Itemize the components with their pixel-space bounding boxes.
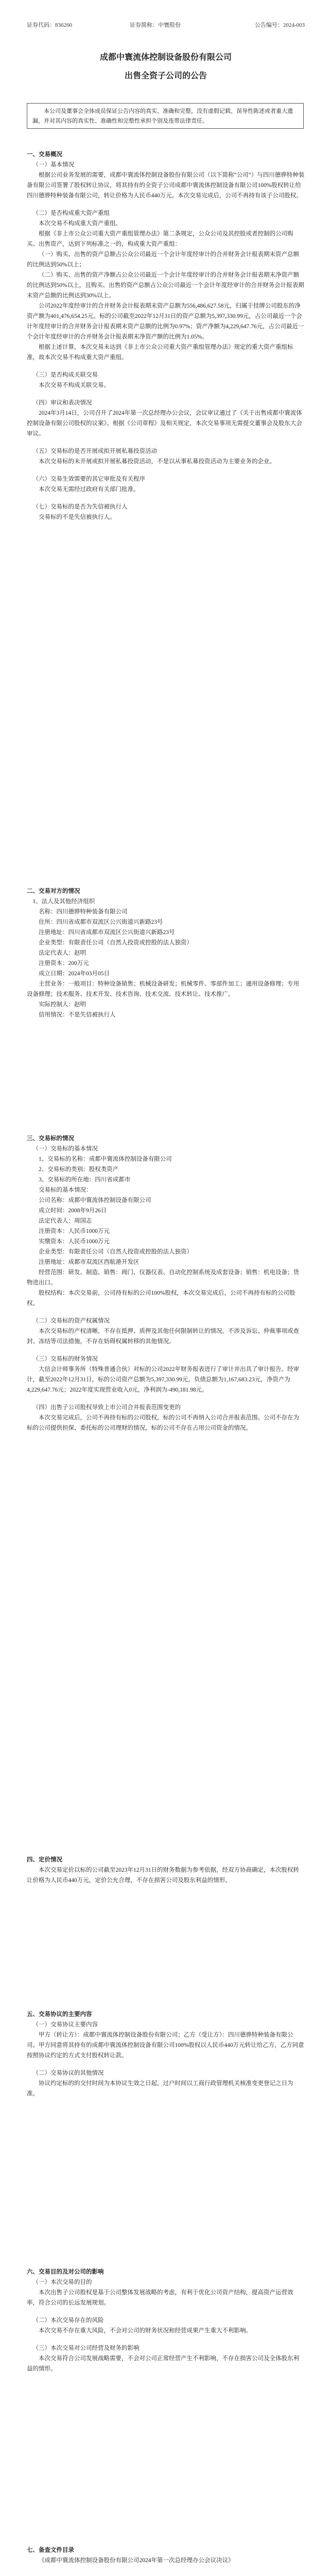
- counterparty-capital: 注册资本：200万元: [39, 960, 89, 967]
- private-fund-paragraph: 本次交易标的未开展或拟开展私募投资活动，不是以从事私募投资活动为主要业务的企业。: [39, 459, 275, 465]
- dishonest-paragraph: 交易标的不是失信被执行人。: [39, 514, 116, 520]
- section-6: [27, 2267, 305, 2374]
- section-4: [27, 1855, 305, 1886]
- target-location: 3、交易标的所在地：四川省成都市: [39, 1177, 131, 1183]
- risk-heading: （二）本次交易存在的风险: [32, 2317, 104, 2324]
- header-line: [27, 21, 305, 31]
- counterparty-main-business: 主营业务：一般项目：特种设备销售；机械设备研发；机械零件、零部件加工；通用设备修理；专用设备修理；技术服务、技术开发、技术咨询、技术交流、技术转让、技术推广。: [27, 981, 299, 997]
- target-basic-heading: （一）交易标的基本情况: [32, 1146, 98, 1152]
- review-heading: （四）审议和表决情况: [32, 400, 92, 406]
- counterparty-legal-rep: 法定代表人：赵明: [39, 950, 86, 956]
- section-3: [27, 1133, 305, 1433]
- purpose-paragraph: 本次出售子公司股权是基于公司整体发展战略的考虑，有利于优化公司资产结构，提高资产运营效率，符合公司的长远发展规划。: [27, 2290, 293, 2306]
- related-party-paragraph: 本次交易不构成关联交易。: [39, 382, 110, 388]
- section-1-heading: 一、交易概况: [27, 151, 62, 158]
- related-party-heading: （三）是否构成关联交易: [32, 372, 98, 378]
- target-detail-item: 注册资本：人民币1000万元: [39, 1228, 110, 1234]
- equity-structure: 股权结构：本次交易前，公司持有标的公司100%股权，本次交易完成后，公司不再持有标的公司股权。: [27, 1290, 296, 1307]
- target-category: 2、交易标的类别：股权类资产: [39, 1166, 119, 1173]
- section-5: [27, 2009, 305, 2099]
- impact-paragraph: 本次交易符合公司发展战略需要，不会对公司正常经营产生不利影响，不存在损害公司及全体股东利益的情形。: [27, 2355, 299, 2372]
- pricing-paragraph: 本次交易定价以标的公司截至2023年12月31日的财务数据为参考依据，经双方协商确定，本次股权转让价格为人民币440万元，定价公允合理，不存在损害公司及股东利益的情形。: [27, 1867, 299, 1884]
- agreement-other-heading: （二）交易协议的其他情况: [32, 2070, 104, 2076]
- target-name: 1、交易标的名称：成都中寰流体控制设备有限公司: [39, 1156, 172, 1162]
- target-detail-item: 注册地址：成都市双流区西航港开发区: [39, 1259, 140, 1265]
- company-title: 成都中寰流体控制设备股份有限公司: [99, 53, 232, 62]
- stock-abbr: 证券简称：中寰股份: [130, 22, 181, 28]
- section-6-heading: 六、交易目的及对公司的影响: [27, 2269, 104, 2275]
- agreement-main-paragraph: 甲方（转让方）：成都中寰流体控制设备股份有限公司；乙方（受让方）：四川德骅特种装备有限公司。甲方同意将其持有的成都中寰流体控制设备有限公司100%股权以人民币440万元转让给乙方，乙方同意按照协议约定的方式支付股权转让款。: [27, 2032, 304, 2059]
- reference-document: 《成都中寰流体控制设备股份有限公司2024年第一次总经理办公会议决议》: [39, 2557, 234, 2564]
- agreement-other-paragraph: 协议约定标的的交付时间为本协议生效之日起，过户时间以工商行政管理机关核准变更登记之日为准。: [27, 2080, 293, 2097]
- consolidation-paragraph: 本次交易完成后，公司不再持有标的公司股权，标的公司不再纳入公司合并报表范围。公司不存在为标的公司提供担保、委托标的公司理财的情况，标的公司不存在占用公司资金的情况。: [27, 1415, 299, 1431]
- counterparty-est-date: 成立日期：2024年03月05日: [39, 971, 110, 977]
- notice-title: 出售全资子公司的公告: [124, 72, 207, 80]
- review-paragraph: 2024年3月14日，公司召开了2024年第一次总经理办公会议，会议审议通过了《关于出售成都中寰流体控制设备有限公司股权的议案》。根据《公司章程》及相关规定，本次交易事项无需提交董事会及股东大会审议。: [27, 410, 302, 437]
- major-restructure-p1: 本次交易不构成重大资产重组。: [39, 221, 121, 227]
- target-detail-item: 法定代表人：周国志: [39, 1218, 92, 1224]
- major-restructure-p2: 根据《非上市公众公司重大资产重组管理办法》第二条规定，公众公司及其控股或者控制的公司购买、出售资产，达到下列标准之一的，构成重大资产重组：: [27, 231, 293, 247]
- responsibility-statement: 本公司及董事会全体成员保证公告内容的真实、准确和完整，没有虚假记载、误导性陈述或者重大遗漏，并对其内容的真实性、准确性和完整性承担个别及连带法律责任。: [27, 103, 304, 129]
- counterparty-name: 名称：四川德骅特种装备有限公司: [39, 909, 128, 915]
- counterparty-credit: 信用情况：不是失信被执行人: [39, 1012, 116, 1018]
- consolidation-heading: （四）出售子公司股权导致上市公司合并报表范围变更的: [32, 1404, 181, 1411]
- major-restructure-heading: （二）是否构成重大资产重组: [32, 210, 110, 216]
- section-3-heading: 三、交易标的情况: [27, 1136, 74, 1142]
- dishonest-heading: （七）交易标的是否为失信被执行人: [32, 504, 128, 510]
- counterparty-address: 住所：四川省成都市双流区公兴街道兴新路23号: [39, 919, 163, 925]
- section-7: [27, 2545, 305, 2566]
- major-restructure-p6: 根据上述计算，本次交易未达到《非上市公众公司重大资产重组管理办法》规定的重大资产重组标准，故本次交易不构成重大资产重组。: [27, 344, 293, 361]
- target-detail-heading: 交易标的基本情况：: [39, 1187, 92, 1193]
- section-5-heading: 五、交易协议的主要内容: [27, 2011, 92, 2018]
- approval-heading: （六）交易生效需要的其它审批及有关程序: [32, 476, 145, 482]
- section-1: [27, 149, 305, 522]
- section-2-heading: 二、交易对方的情况: [27, 888, 80, 894]
- major-restructure-p3: （一）购买、出售的资产总额占公众公司最近一个会计年度经审计的合并财务会计报表期末资产总额的比例达到50%以上；: [27, 251, 299, 268]
- counterparty-heading: 1、法人及其他经济组织: [32, 899, 95, 905]
- financial-paragraph: 大信会计师事务所（特殊普通合伙）对标的公司2022年财务报表进行了审计并出具了审计报告。经审计，截至2022年12月31日，标的公司资产总额为5,397,330.99元，负债总额为1,167,683.23元，净资产为4,229,647.76元；2022年度实现营业收入0元，净利润为-490,181.98元。: [27, 1366, 299, 1393]
- stock-code: 证券代码：836260: [27, 22, 72, 28]
- target-detail-item: 成立时间：2008年9月26日: [39, 1208, 107, 1214]
- section-7-heading: 七、备查文件目录: [27, 2547, 74, 2553]
- agreement-main-heading: （一）交易协议主要内容: [32, 2022, 98, 2028]
- asset-ownership-heading: （二）交易标的资产权属情况: [32, 1318, 110, 1324]
- private-fund-heading: （五）交易标的是否开展或拟开展私募投资活动: [32, 448, 157, 454]
- notice-number: 公告编号：2024-003: [254, 22, 305, 28]
- major-restructure-p4: （二）购买、出售的资产净额占公众公司最近一个会计年度经审计的合并财务会计报表期末净资产额的比例达到50%以上，且购买、出售的资产总额占公众公司最近一个会计年度经审计的合并财务会计报表期末资产总额的比例达到30%以上。: [27, 272, 304, 299]
- section-4-heading: 四、定价情况: [27, 1857, 62, 1863]
- asset-ownership-paragraph: 本次交易标的产权清晰，不存在抵押、质押及其他任何限制转让的情况，不涉及诉讼、仲裁事项或查封、冻结等司法措施，不存在妨碍权属转移的其他情况。: [27, 1328, 299, 1345]
- target-detail-item: 公司名称：成都中寰流体控制设备有限公司: [39, 1197, 151, 1204]
- basic-info-heading: （一）基本情况: [32, 162, 74, 168]
- counterparty-controller: 实际控制人：赵明: [39, 1002, 86, 1008]
- counterparty-type: 企业类型：有限责任公司（自然人投资或控股的法人独资）: [39, 940, 193, 946]
- approval-paragraph: 本次交易无需经过政府有关部门批准。: [39, 486, 140, 493]
- risk-paragraph: 本次交易不存在重大风险，不会对公司的财务状况和经营成果产生重大不利影响。: [39, 2328, 252, 2334]
- target-detail-item: 经营范围：研发、制造、销售：阀门、仪器仪表、自动化控制系统及成套设备；销售：机电设备；货物进出口。: [27, 1269, 299, 1286]
- purpose-heading: （一）本次交易的目的: [32, 2279, 92, 2285]
- major-restructure-p5: 公司2022年度经审计的合并财务会计报表期末资产总额为556,486,627.58元，归属于挂牌公司股东的净资产额为401,476,654.25元。标的公司截至2022年12月31日的资产总额为5,397,330.99元，占公司最近一个会计年度经审计的合并财务会计报表期末资产总额的比例为0.97%；资产净额为4,229,647.76元，占公司最近一个会计年度经审计的合并财务会计报表期末净资产额的比例为1.05%。: [27, 303, 304, 340]
- impact-heading: （三）本次交易对公司经营及财务的影响: [32, 2345, 140, 2351]
- target-detail-item: 企业类型：有限责任公司（自然人投资或控股的法人独资）: [39, 1249, 193, 1255]
- target-detail-item: 实缴资本：人民币1000万元: [39, 1239, 110, 1245]
- basic-info-paragraph: 根据公司业务发展的需要，成都中寰流体控制设备股份有限公司（以下简称“公司”）与四川德骅特种装备有限公司签署了股权转让协议，将其持有的全资子公司成都中寰流体控制设备有限公司100%股权转让给四川德骅特种装备有限公司，转让价格为人民币440万元。本次交易完成后，公司不再持有该子公司股权。: [27, 172, 305, 199]
- financial-heading: （三）交易标的财务情况: [32, 1356, 98, 1362]
- section-2: [27, 886, 305, 1020]
- counterparty-reg-address: 注册地址：四川省成都市双流区公兴街道兴新路23号: [39, 929, 175, 936]
